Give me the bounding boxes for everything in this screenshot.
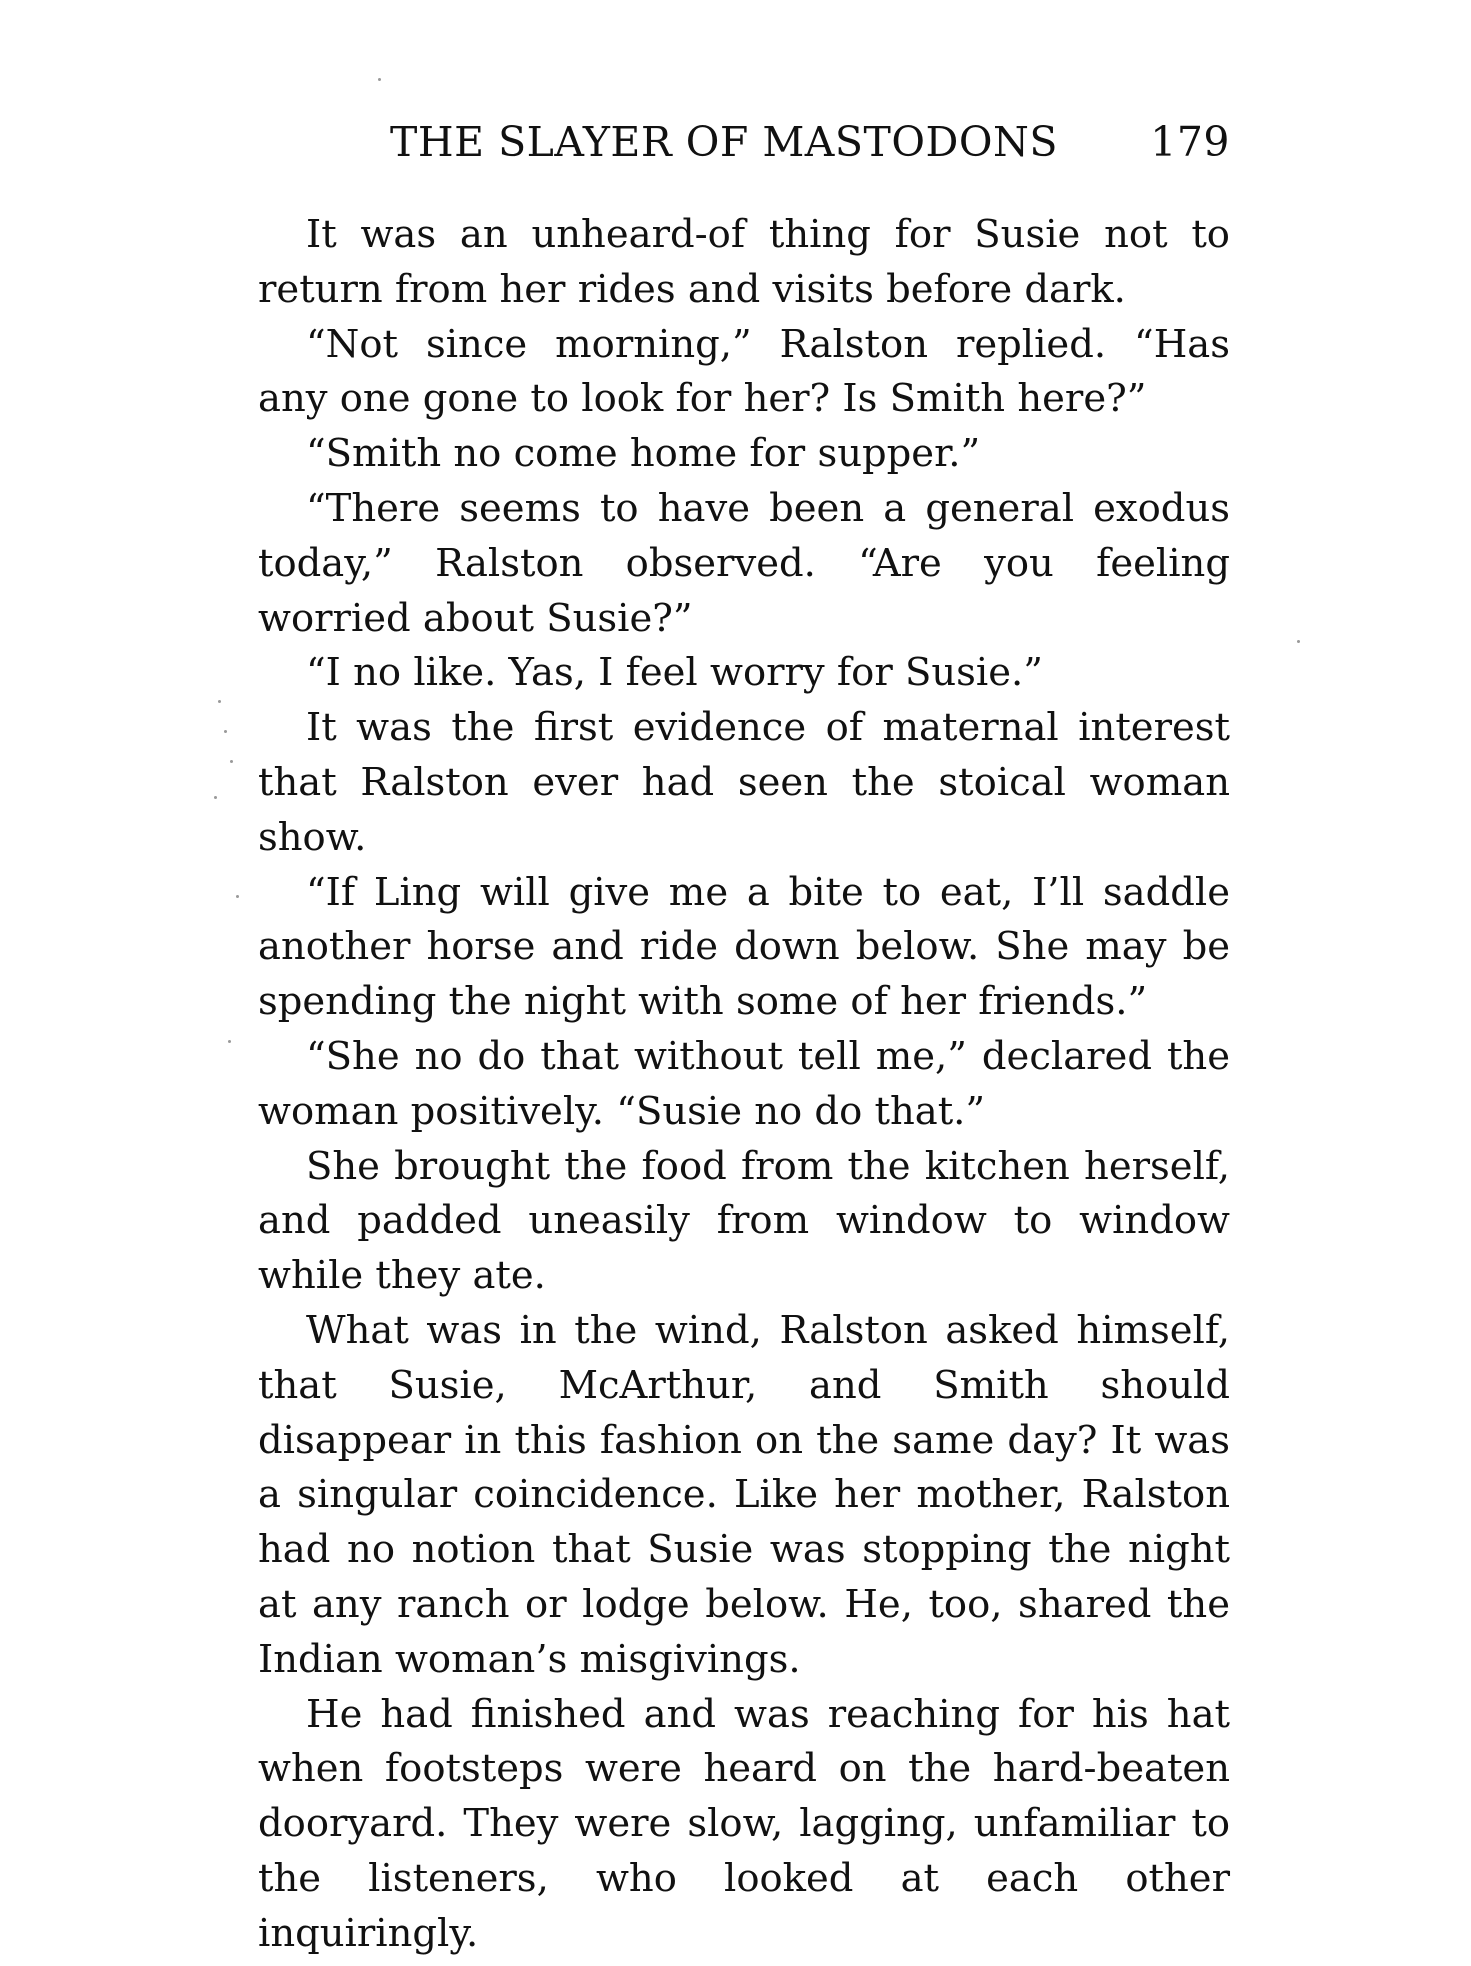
scan-speck [378,78,381,81]
paragraph: “If Ling will give me a bite to eat, I’ll saddle another horse and ride down below. She may be spending the night with some of her friends.” [258,869,1230,1025]
scan-speck [228,1040,231,1043]
paragraph: “She no do that without tell me,” declared the woman positively. “Susie no do that.” [258,1033,1230,1134]
running-head [390,118,1230,178]
body-text [258,208,1230,1962]
paragraph: He had finished and was reaching for his hat when footsteps were heard on the hard-beaten dooryard. They were slow, lagging, unfamiliar to the listeners, who looked at each other inquiringly. [258,1691,1230,1956]
scan-speck [214,796,217,799]
paragraph: “Smith no come home for supper.” [306,431,981,477]
paragraph: “Not since morning,” Ralston replied. “Has any one gone to look for her? Is Smith here?” [258,321,1230,422]
scan-speck [236,895,239,898]
scan-speck [1297,640,1300,643]
paragraph: “There seems to have been a general exodus today,” Ralston observed. “Are you feeling worried about Susie?” [258,485,1230,641]
paragraph: “I no like. Yas, I feel worry for Susie.” [306,650,1043,696]
page-number: 179 [1150,118,1230,166]
paragraph: She brought the food from the kitchen herself, and padded uneasily from window to window while they ate. [258,1143,1230,1299]
scan-speck [230,760,233,763]
scan-speck [224,730,227,733]
chapter-title: THE SLAYER OF MASTODONS [390,118,1058,166]
scan-speck [218,700,221,703]
paragraph: It was an unheard-of thing for Susie not to return from her rides and visits before dark. [258,212,1230,312]
paragraph: It was the first evidence of maternal interest that Ralston ever had seen the stoical woman show. [258,705,1230,860]
paragraph: What was in the wind, Ralston asked himself, that Susie, McArthur, and Smith should disappear in this fashion on the same day? It was a singular coincidence. Like her mother, Ralston had no notion that Susie was stopping the night at any ranch or lodge below. He, too, shared the Indian woman’s misgivings. [258,1307,1230,1682]
